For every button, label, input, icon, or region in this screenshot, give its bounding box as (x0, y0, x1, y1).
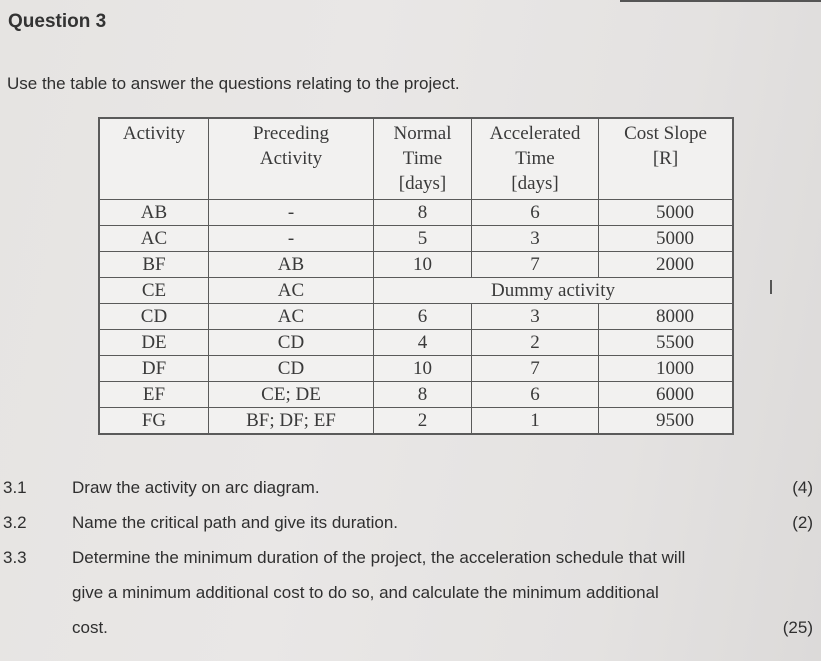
cell-normal: 8 (374, 200, 472, 226)
cell-accelerated: 2 (472, 330, 599, 356)
col-preceding-activity: Preceding Activity (209, 118, 374, 200)
cell-normal: 10 (374, 252, 472, 278)
question-item (0, 478, 821, 513)
cell-accelerated: 3 (472, 226, 599, 252)
cell-accelerated: 6 (472, 382, 599, 408)
question-marks: (4) (792, 478, 813, 497)
cell-dummy-activity: Dummy activity (374, 278, 734, 304)
cell-preceding: - (209, 200, 374, 226)
cell-slope: 9500 (599, 408, 734, 435)
cell-accelerated: 7 (472, 356, 599, 382)
col-activity: Activity (99, 118, 209, 200)
table-row (99, 330, 733, 356)
cell-normal: 8 (374, 382, 472, 408)
cell-activity: FG (99, 408, 209, 435)
question-text: Determine the minimum duration of the project, the acceleration schedule that will (72, 548, 686, 567)
table-row (99, 200, 733, 226)
cell-accelerated: 6 (472, 200, 599, 226)
project-activity-table (98, 117, 734, 435)
col-cost-slope: Cost Slope [R] (599, 118, 734, 200)
cell-activity: EF (99, 382, 209, 408)
cell-accelerated: 3 (472, 304, 599, 330)
cell-activity: AB (99, 200, 209, 226)
cell-preceding: AB (209, 252, 374, 278)
cell-slope: 5000 (599, 200, 734, 226)
page-edge-line (620, 0, 821, 2)
question-continuation (0, 583, 821, 618)
cell-normal: 10 (374, 356, 472, 382)
table-header-row (99, 118, 733, 200)
cell-slope: 2000 (599, 252, 734, 278)
cell-accelerated: 7 (472, 252, 599, 278)
question-intro: Use the table to answer the questions relating to the project. (7, 74, 460, 93)
cell-accelerated: 1 (472, 408, 599, 435)
table-row (99, 356, 733, 382)
cell-preceding: - (209, 226, 374, 252)
cell-preceding: AC (209, 278, 374, 304)
table-row (99, 226, 733, 252)
cell-slope: 5000 (599, 226, 734, 252)
cell-normal: 6 (374, 304, 472, 330)
cell-slope: 6000 (599, 382, 734, 408)
table-row (99, 278, 733, 304)
table-row (99, 382, 733, 408)
question-continuation (0, 618, 821, 653)
table-row (99, 252, 733, 278)
cell-activity: DE (99, 330, 209, 356)
cell-slope: 1000 (599, 356, 734, 382)
cell-normal: 4 (374, 330, 472, 356)
cell-slope: 8000 (599, 304, 734, 330)
col-normal-time: Normal Time [days] (374, 118, 472, 200)
question-item (0, 548, 821, 583)
cell-activity: CE (99, 278, 209, 304)
question-text-continued: give a minimum additional cost to do so, and calculate the minimum additional (72, 583, 659, 602)
cell-preceding: CD (209, 330, 374, 356)
cell-activity: CD (99, 304, 209, 330)
cell-preceding: BF; DF; EF (209, 408, 374, 435)
question-text-continued: cost. (72, 618, 108, 637)
question-number: 3.1 (3, 478, 27, 497)
question-marks: (2) (792, 513, 813, 532)
cell-slope: 5500 (599, 330, 734, 356)
question-marks: (25) (782, 618, 813, 637)
question-text: Name the critical path and give its duration. (72, 513, 399, 532)
question-title: Question 3 (8, 11, 107, 32)
cell-normal: 2 (374, 408, 472, 435)
question-number: 3.3 (3, 548, 27, 567)
col-accelerated-time: Accelerated Time [days] (472, 118, 599, 200)
question-item (0, 513, 821, 548)
question-number: 3.2 (3, 513, 27, 532)
text-cursor-mark (770, 280, 772, 294)
cell-activity: AC (99, 226, 209, 252)
table-row (99, 408, 733, 435)
table-row (99, 304, 733, 330)
cell-activity: BF (99, 252, 209, 278)
cell-normal: 5 (374, 226, 472, 252)
cell-preceding: CE; DE (209, 382, 374, 408)
question-text: Draw the activity on arc diagram. (72, 478, 320, 497)
question-list (0, 478, 821, 653)
cell-activity: DF (99, 356, 209, 382)
cell-preceding: AC (209, 304, 374, 330)
cell-preceding: CD (209, 356, 374, 382)
